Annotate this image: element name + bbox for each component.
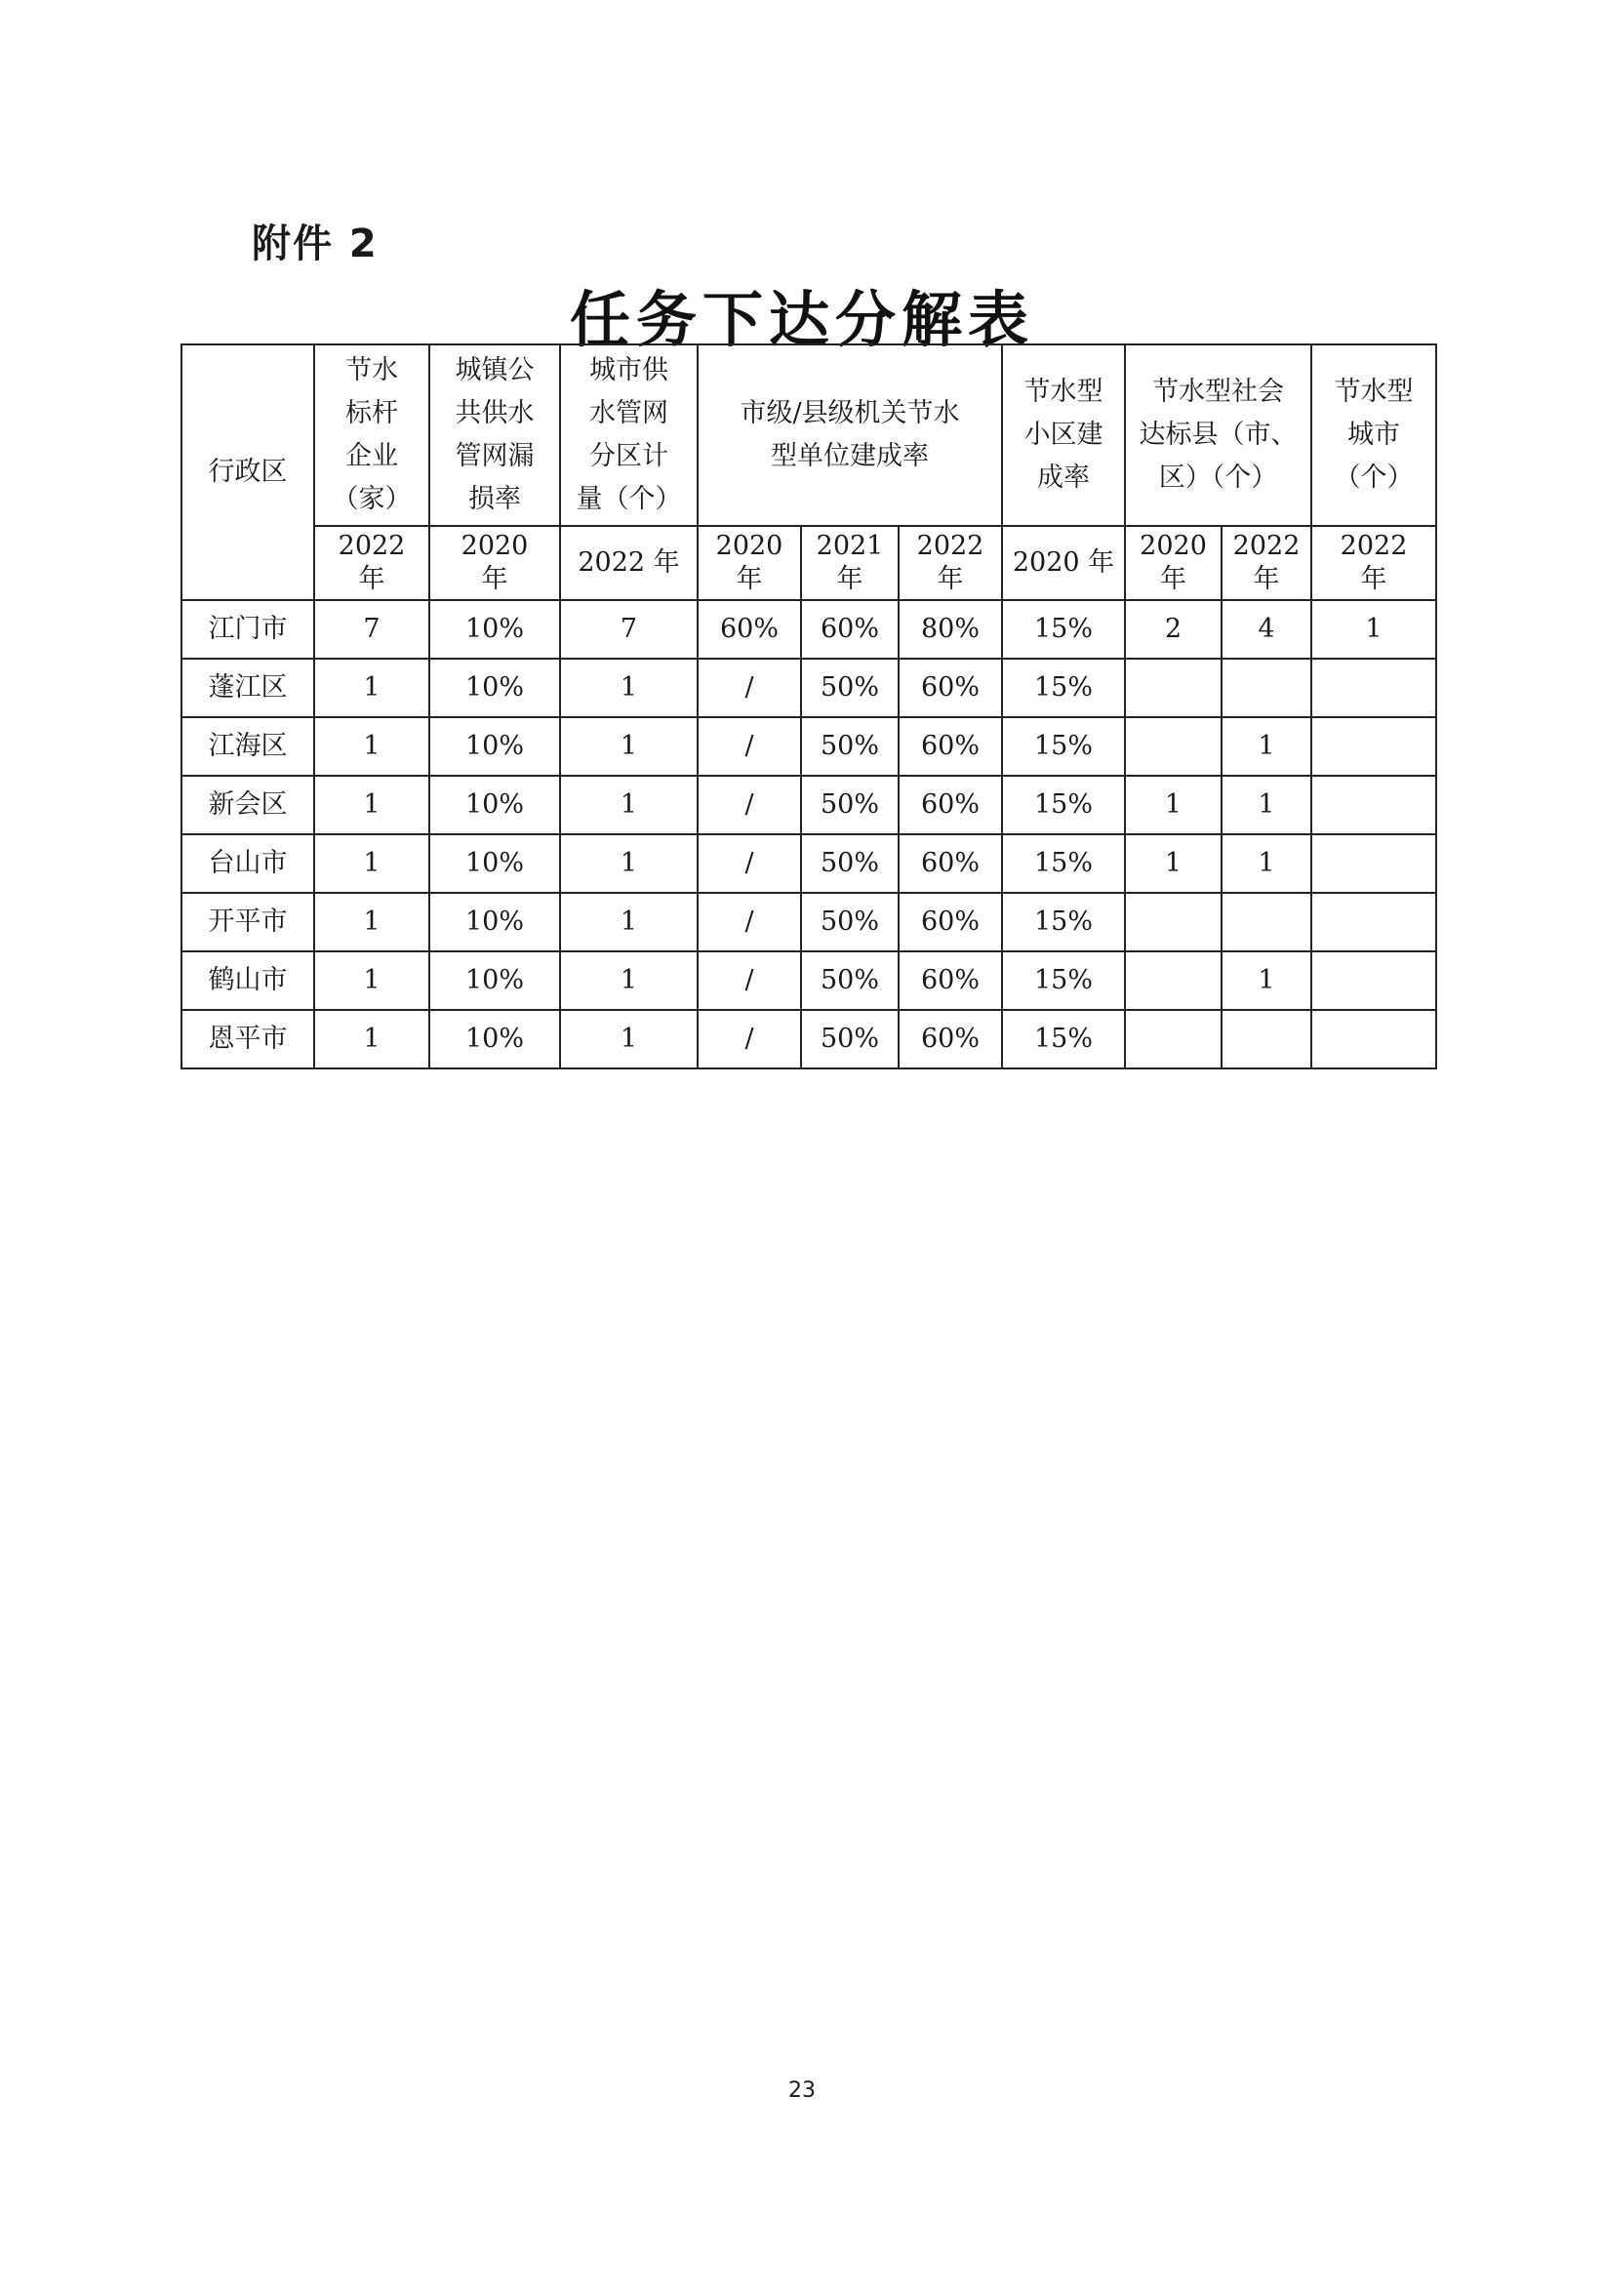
agency-2022-cell: 60% xyxy=(899,893,1002,951)
agency-2021-cell: 50% xyxy=(801,776,899,834)
agency-2021-cell: 50% xyxy=(801,893,899,951)
header-benchmark: 节水 标杆 企业 （家） xyxy=(314,344,429,526)
year-leakage: 2020 年 xyxy=(429,526,560,600)
county-2020-cell: 1 xyxy=(1125,834,1222,893)
year-community: 2020 年 xyxy=(1002,526,1125,600)
metering-cell: 1 xyxy=(560,951,698,1010)
county-2020-cell xyxy=(1125,717,1222,776)
header-district: 行政区 xyxy=(181,344,314,600)
county-2022-cell: 4 xyxy=(1222,600,1311,659)
city-cell xyxy=(1311,951,1436,1010)
city-cell xyxy=(1311,834,1436,893)
metering-cell: 7 xyxy=(560,600,698,659)
benchmark-cell: 1 xyxy=(314,717,429,776)
city-cell xyxy=(1311,659,1436,717)
header-city: 节水型 城市 （个） xyxy=(1311,344,1436,526)
metering-cell: 1 xyxy=(560,659,698,717)
leakage-cell: 10% xyxy=(429,893,560,951)
year-benchmark: 2022 年 xyxy=(314,526,429,600)
page-number: 23 xyxy=(788,2078,816,2103)
agency-2020-cell: / xyxy=(698,659,801,717)
agency-2020-cell: / xyxy=(698,893,801,951)
agency-2022-cell: 60% xyxy=(899,776,1002,834)
city-cell xyxy=(1311,776,1436,834)
agency-2020-cell: / xyxy=(698,717,801,776)
header-agency: 市级/县级机关节水 型单位建成率 xyxy=(698,344,1002,526)
agency-2021-cell: 50% xyxy=(801,717,899,776)
county-2022-cell xyxy=(1222,659,1311,717)
city-cell xyxy=(1311,893,1436,951)
metering-cell: 1 xyxy=(560,717,698,776)
table-row xyxy=(181,717,1436,776)
county-2020-cell xyxy=(1125,1010,1222,1068)
header-leakage: 城镇公 共供水 管网漏 损率 xyxy=(429,344,560,526)
district-cell: 蓬江区 xyxy=(181,659,314,717)
metering-cell: 1 xyxy=(560,1010,698,1068)
year-county-2022: 2022 年 xyxy=(1222,526,1311,600)
year-agency-2021: 2021 年 xyxy=(801,526,899,600)
metering-cell: 1 xyxy=(560,776,698,834)
benchmark-cell: 1 xyxy=(314,659,429,717)
leakage-cell: 10% xyxy=(429,1010,560,1068)
county-2020-cell xyxy=(1125,893,1222,951)
agency-2022-cell: 60% xyxy=(899,717,1002,776)
agency-2020-cell: / xyxy=(698,1010,801,1068)
county-2022-cell: 1 xyxy=(1222,717,1311,776)
table-row xyxy=(181,951,1436,1010)
leakage-cell: 10% xyxy=(429,834,560,893)
table-row xyxy=(181,776,1436,834)
agency-2022-cell: 80% xyxy=(899,600,1002,659)
year-row xyxy=(181,526,1436,600)
header-metering: 城市供 水管网 分区计 量（个） xyxy=(560,344,698,526)
agency-2021-cell: 50% xyxy=(801,1010,899,1068)
table-row xyxy=(181,600,1436,659)
agency-2022-cell: 60% xyxy=(899,834,1002,893)
district-cell: 江门市 xyxy=(181,600,314,659)
metering-cell: 1 xyxy=(560,834,698,893)
community-cell: 15% xyxy=(1002,776,1125,834)
city-cell: 1 xyxy=(1311,600,1436,659)
community-cell: 15% xyxy=(1002,717,1125,776)
header-row xyxy=(181,344,1436,526)
header-community: 节水型 小区建 成率 xyxy=(1002,344,1125,526)
county-2022-cell xyxy=(1222,1010,1311,1068)
county-2020-cell xyxy=(1125,659,1222,717)
header-county: 节水型社会 达标县（市、 区）（个） xyxy=(1125,344,1311,526)
year-city: 2022 年 xyxy=(1311,526,1436,600)
agency-2022-cell: 60% xyxy=(899,951,1002,1010)
agency-2021-cell: 60% xyxy=(801,600,899,659)
district-cell: 江海区 xyxy=(181,717,314,776)
community-cell: 15% xyxy=(1002,834,1125,893)
district-cell: 恩平市 xyxy=(181,1010,314,1068)
district-cell: 开平市 xyxy=(181,893,314,951)
agency-2020-cell: / xyxy=(698,834,801,893)
benchmark-cell: 1 xyxy=(314,893,429,951)
leakage-cell: 10% xyxy=(429,951,560,1010)
table-row xyxy=(181,834,1436,893)
attachment-label: 附件 2 xyxy=(252,222,379,266)
agency-2022-cell: 60% xyxy=(899,659,1002,717)
leakage-cell: 10% xyxy=(429,600,560,659)
district-cell: 新会区 xyxy=(181,776,314,834)
agency-2020-cell: 60% xyxy=(698,600,801,659)
year-agency-2022: 2022 年 xyxy=(899,526,1002,600)
leakage-cell: 10% xyxy=(429,659,560,717)
benchmark-cell: 1 xyxy=(314,834,429,893)
table-row xyxy=(181,1010,1436,1068)
county-2022-cell: 1 xyxy=(1222,834,1311,893)
benchmark-cell: 1 xyxy=(314,951,429,1010)
county-2022-cell xyxy=(1222,893,1311,951)
leakage-cell: 10% xyxy=(429,717,560,776)
benchmark-cell: 7 xyxy=(314,600,429,659)
benchmark-cell: 1 xyxy=(314,776,429,834)
agency-2021-cell: 50% xyxy=(801,834,899,893)
table-row xyxy=(181,659,1436,717)
community-cell: 15% xyxy=(1002,600,1125,659)
year-county-2020: 2020 年 xyxy=(1125,526,1222,600)
year-metering: 2022 年 xyxy=(560,526,698,600)
agency-2021-cell: 50% xyxy=(801,659,899,717)
benchmark-cell: 1 xyxy=(314,1010,429,1068)
agency-2021-cell: 50% xyxy=(801,951,899,1010)
page-title: 任务下达分解表 xyxy=(569,284,1034,355)
community-cell: 15% xyxy=(1002,659,1125,717)
task-table xyxy=(180,343,1437,1069)
agency-2020-cell: / xyxy=(698,776,801,834)
county-2022-cell: 1 xyxy=(1222,951,1311,1010)
community-cell: 15% xyxy=(1002,1010,1125,1068)
community-cell: 15% xyxy=(1002,951,1125,1010)
leakage-cell: 10% xyxy=(429,776,560,834)
county-2020-cell: 1 xyxy=(1125,776,1222,834)
table-row xyxy=(181,893,1436,951)
year-agency-2020: 2020 年 xyxy=(698,526,801,600)
county-2020-cell xyxy=(1125,951,1222,1010)
county-2020-cell: 2 xyxy=(1125,600,1222,659)
city-cell xyxy=(1311,717,1436,776)
community-cell: 15% xyxy=(1002,893,1125,951)
district-cell: 台山市 xyxy=(181,834,314,893)
agency-2020-cell: / xyxy=(698,951,801,1010)
county-2022-cell: 1 xyxy=(1222,776,1311,834)
district-cell: 鹤山市 xyxy=(181,951,314,1010)
city-cell xyxy=(1311,1010,1436,1068)
agency-2022-cell: 60% xyxy=(899,1010,1002,1068)
metering-cell: 1 xyxy=(560,893,698,951)
